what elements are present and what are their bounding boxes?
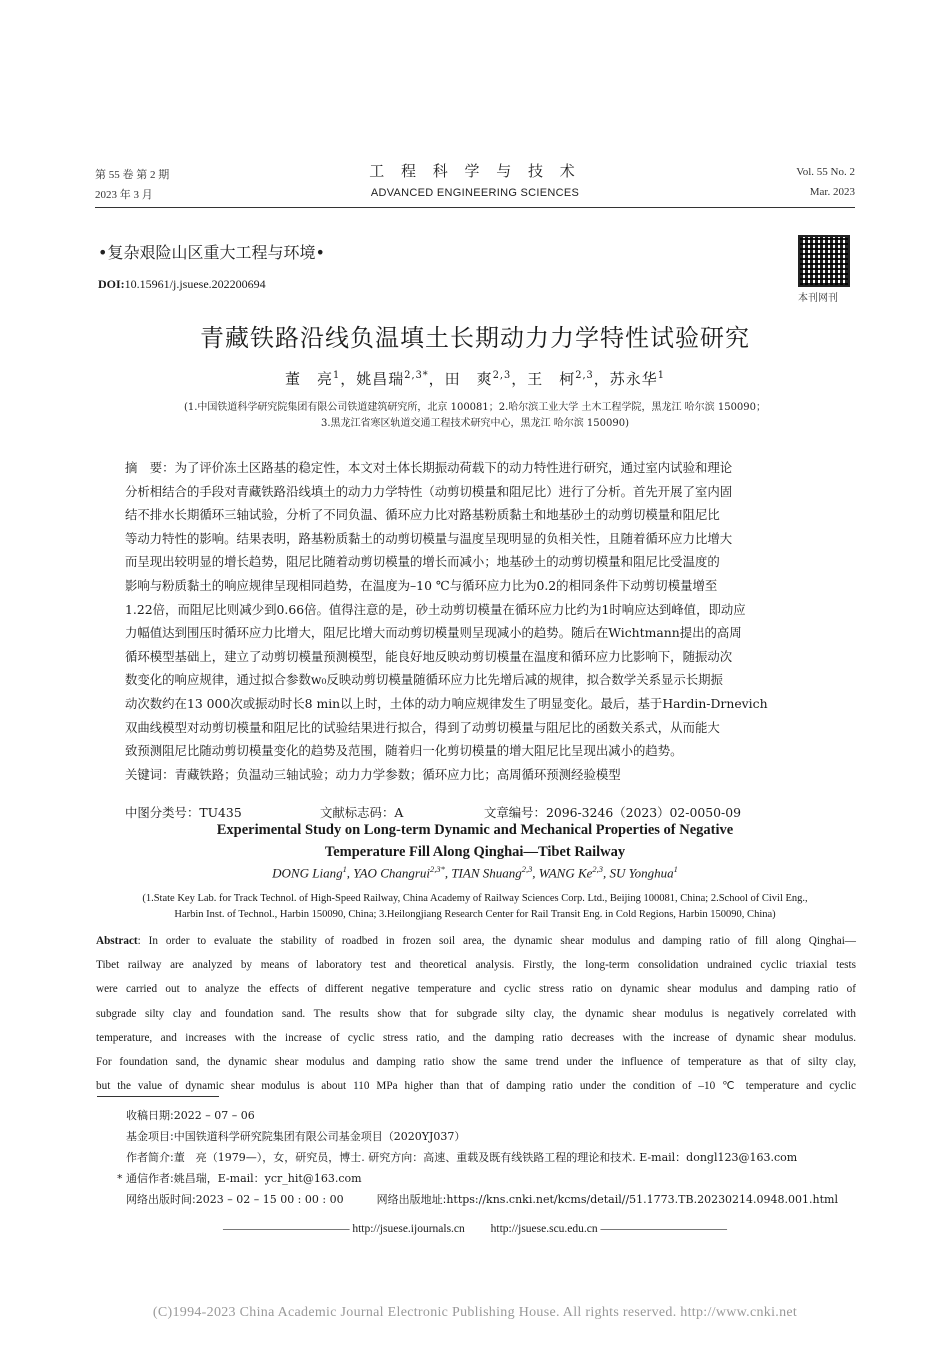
corr-label: * 通信作者:: [117, 1172, 174, 1185]
abstract-en: [96, 929, 856, 1098]
author-en-2-sup: 2,3*: [430, 864, 445, 874]
received-label: 收稿日期:: [126, 1109, 174, 1122]
corr-value: 姚昌瑞，E-mail：ycr_hit@163.com: [173, 1172, 362, 1185]
abstract-cn-line: 循环模型基础上，建立了动剪切模量预测模型，能良好地反映动剪切模量在温度和循环应力比影响下，随振动次: [125, 648, 733, 664]
abstract-cn-line: 而呈现出较明显的增长趋势，阻尼比随着动剪切模量的增长而减小；地基砂土的动剪切模量和阻尼比受温度的: [125, 554, 720, 570]
journal-name-en: ADVANCED ENGINEERING SCIENCES: [370, 187, 580, 199]
author-cn-5: 苏永华: [609, 370, 658, 388]
header-date-en: Mar. 2023: [809, 186, 855, 198]
author-cn-2: 姚昌瑞: [356, 370, 405, 388]
footnote-online: [126, 1190, 838, 1210]
clc-value: TU435: [199, 805, 242, 820]
footnote-author: [126, 1148, 797, 1168]
abstract-cn-line: 结不排水长期循环三轴试验，分析了不同负温、循环应力比对路基粉质黏土和地基砂土的动剪切模量和阻尼比: [125, 507, 720, 523]
affiliations-en: [0, 891, 950, 923]
abstract-cn-line: 分析相结合的手段对青藏铁路沿线填土的动力力学特性（动剪切模量和阻尼比）进行了分析。首先开展了室内固: [125, 483, 733, 499]
author-value: 董 亮（1979—），女，研究员，博士. 研究方向：高速、重载及既有线铁路工程的理论和技术. E-mail：dongl123@163.com: [173, 1151, 798, 1164]
footnote-fund: [126, 1127, 465, 1147]
aff-en-line-1: (1.State Key Lab. for Track Technol. of High-Speed Railway, China Academy of Railway Sciences Corp. Ltd., Beijing 100081, China; 2.School of Civil Eng.,: [142, 893, 808, 904]
qr-code-icon[interactable]: [798, 235, 850, 287]
online-addr-link[interactable]: https://kns.cnki.net/kcms/detail//51.1773.TB.20230214.0948.001.html: [446, 1193, 838, 1206]
journal-name-cn: 工 程 科 学 与 技 术: [369, 162, 581, 180]
author-cn-4: 王 柯: [527, 370, 576, 388]
journal-links[interactable]: ——————————— http://jsuese.ijournals.cn http://jsuese.scu.edu.cn ———————————: [222, 1223, 728, 1235]
author-cn-2-sup: 2,3*: [404, 370, 429, 381]
online-time-value: 2023 – 02 – 15 00 : 00 : 00: [195, 1193, 344, 1206]
abstract-cn-line: 双曲线模型对动剪切模量和阻尼比的试验结果进行拟合，得到了动剪切模量与阻尼比的函数关系式，从而能大: [125, 719, 720, 735]
abstract-en-line: : In order to evaluate the stability of roadbed in frozen soil area, the dynamic shear modulus and damping ratio of fill along Qinghai—: [137, 935, 856, 947]
abstract-cn-line: 为了评价冻土区路基的稳定性，本文对土体长期振动荷载下的动力特性进行研究，通过室内试验和理论: [174, 460, 733, 475]
keywords-value: 青藏铁路；负温动三轴试验；动力力学参数；循环应力比；高周循环预测经验模型: [174, 766, 621, 782]
abstract-cn-line: 影响与粉质黏土的响应规律呈现相同趋势，在温度为–10 ℃与循环应力比为0.2的相同条件下动剪切模量增至: [125, 577, 718, 593]
header-volume-en: Vol. 55 No. 2: [796, 166, 855, 178]
aff-en-line-2: Harbin Inst. of Technol., Harbin 150090, China; 3.Heilongjiang Research Center for Rail Transit Eng. in Cold Regions, Harbin 150090, China): [174, 909, 776, 920]
abstract-cn-line: 1.22倍，而阻尼比则减少到0.66倍。值得注意的是，砂土动剪切模量在循环应力比约为1时响应达到峰值，即动应: [125, 601, 746, 617]
author-cn-1-sup: 1: [333, 370, 341, 381]
authors-en: DONG Liang$^1$, YAO Changrui$^{2,3*}$, TIAN Shuang$^{2,3}$, WANG Ke$^{2,3}$, SU Yonghua$^1$: [272, 864, 678, 881]
author-en-5: SU Yonghua: [609, 865, 674, 881]
title-en-line-1: Experimental Study on Long-term Dynamic and Mechanical Properties of Negative: [216, 822, 734, 838]
author-label: 作者简介:: [126, 1151, 174, 1164]
abstract-cn-line: 致预测阻尼比随动剪切模量变化的趋势及范围，随着归一化剪切模量的增大阻尼比呈现出减小的趋势。: [125, 743, 683, 759]
received-value: 2022 – 07 – 06: [173, 1109, 255, 1122]
abstract-en-label: Abstract: [96, 935, 138, 947]
author-en-4: WANG Ke: [538, 865, 593, 881]
column-tag: •复杂艰险山区重大工程与环境•: [98, 243, 325, 262]
author-en-1-sup: 1: [342, 864, 347, 874]
doi[interactable]: [98, 277, 266, 292]
author-cn-3-sup: 2,3: [492, 370, 512, 381]
doc-code-label: 文献标志码：: [320, 805, 395, 820]
author-en-3: TIAN Shuang: [451, 865, 522, 881]
fund-value: 中国铁道科学研究院集团有限公司基金项目（2020YJ037）: [173, 1130, 466, 1143]
abstract-cn-label: 摘 要：: [125, 460, 175, 475]
header-rule: [95, 207, 855, 208]
doc-code-value: A: [394, 805, 404, 820]
article-no-value: 2096-3246（2023）02-0050-09: [545, 805, 741, 820]
author-en-5-sup: 1: [673, 864, 678, 874]
abstract-en-line: temperature, and increases with the increase of cyclic stress ratio, and the damping ratio decreases with the increase of dynamic shear modulus.: [96, 1031, 856, 1044]
title-en-line-2: Temperature Fill Along Qinghai—Tibet Railway: [324, 844, 626, 860]
doi-label: DOI:: [98, 277, 125, 291]
abstract-en-line: For foundation sand, the dynamic shear modulus and damping ratio show the same trend under the influence of temperature as that of silty clay,: [96, 1056, 856, 1069]
affiliations-cn: [0, 400, 950, 432]
online-addr-label: 网络出版地址:: [376, 1193, 447, 1206]
author-cn-1: 董 亮: [285, 370, 334, 388]
abstract-en-line: Tibet railway are analyzed by means of laboratory test and theoretical analysis. Firstly, the long-term consolidation undrained cyclic triaxial tests: [96, 959, 856, 972]
qr-caption: 本刊网刊: [798, 293, 838, 304]
footnote-rule: [97, 1096, 219, 1097]
author-cn-5-sup: 1: [657, 370, 665, 381]
article-no-label: 文章编号：: [484, 805, 546, 820]
abstract-en-line: were carried out to analyze the effects of different negative temperature and cyclic stress ratio on dynamic shear modulus and damping ratio of: [96, 983, 856, 996]
abstract-cn-line: 力幅值达到围压时循环应力比增大，阻尼比增大而动剪切模量则呈现减小的趋势。随后在Wichtmann提出的高周: [125, 625, 742, 641]
abstract-cn-line: 动次数约在13 000次或振动时长8 min以上时，土体的动力响应规律发生了明显变化。最后，基于Hardin-Drnevich: [125, 695, 768, 711]
footnote-corresponding: [117, 1169, 362, 1189]
header-date-cn: 2023 年 3 月: [95, 189, 153, 201]
article-title-cn: 青藏铁路沿线负温填土长期动力力学特性试验研究: [200, 324, 750, 352]
copyright-notice: (C)1994-2023 China Academic Journal Electronic Publishing House. All rights reserved. http://www.cnki.net: [152, 1305, 798, 1320]
online-time-label: 网络出版时间:: [126, 1193, 196, 1206]
fund-label: 基金项目:: [126, 1130, 174, 1143]
author-en-4-sup: 2,3: [592, 864, 603, 874]
abstract-cn: [125, 456, 825, 786]
author-cn-4-sup: 2,3: [575, 370, 594, 381]
abstract-en-line: but the value of dynamic shear modulus is about 110 MPa higher than that of damping ratio under the condition of –10 ℃ temperature and cyclic: [96, 1080, 856, 1093]
author-cn-3: 田 爽: [444, 370, 493, 388]
authors-cn: 董 亮$^1$，姚昌瑞$^{2,3*}$，田 爽$^{2,3}$，王 柯$^{2,3}$，苏永华$^1$: [285, 370, 665, 388]
doi-value: 10.15961/j.jsuese.202200694: [124, 277, 266, 291]
abstract-en-line: subgrade silty clay and foundation sand. The results show that for subgrade silty clay, the dynamic shear modulus is negatively correlated with: [96, 1007, 856, 1020]
footnote-received: [126, 1106, 255, 1126]
clc-label: 中图分类号：: [125, 805, 200, 820]
keywords-label: 关键词：: [125, 766, 175, 782]
aff-cn-line-1: (1.中国铁道科学研究院集团有限公司铁道建筑研究所，北京 100081；2.哈尔滨工业大学 土木工程学院，黑龙江 哈尔滨 150090；: [183, 402, 767, 413]
abstract-cn-line: 等动力特性的影响。结果表明，路基粉质黏土的动剪切模量与温度呈现明显的负相关性，且随着循环应力比增大: [125, 530, 733, 546]
header-volume-cn: 第 55 卷 第 2 期: [95, 169, 170, 181]
aff-cn-line-2: 3.黑龙江省寒区轨道交通工程技术研究中心，黑龙江 哈尔滨 150090): [321, 418, 629, 429]
author-en-3-sup: 2,3: [521, 864, 533, 874]
author-en-2: YAO Changrui: [353, 865, 431, 881]
article-title-en: [0, 819, 950, 863]
abstract-cn-line: 数变化的响应规律，通过拟合参数w₀反映动剪切模量随循环应力比先增后减的规律，拟合数学关系显示长期振: [125, 672, 723, 688]
author-en-1: DONG Liang: [272, 865, 343, 881]
